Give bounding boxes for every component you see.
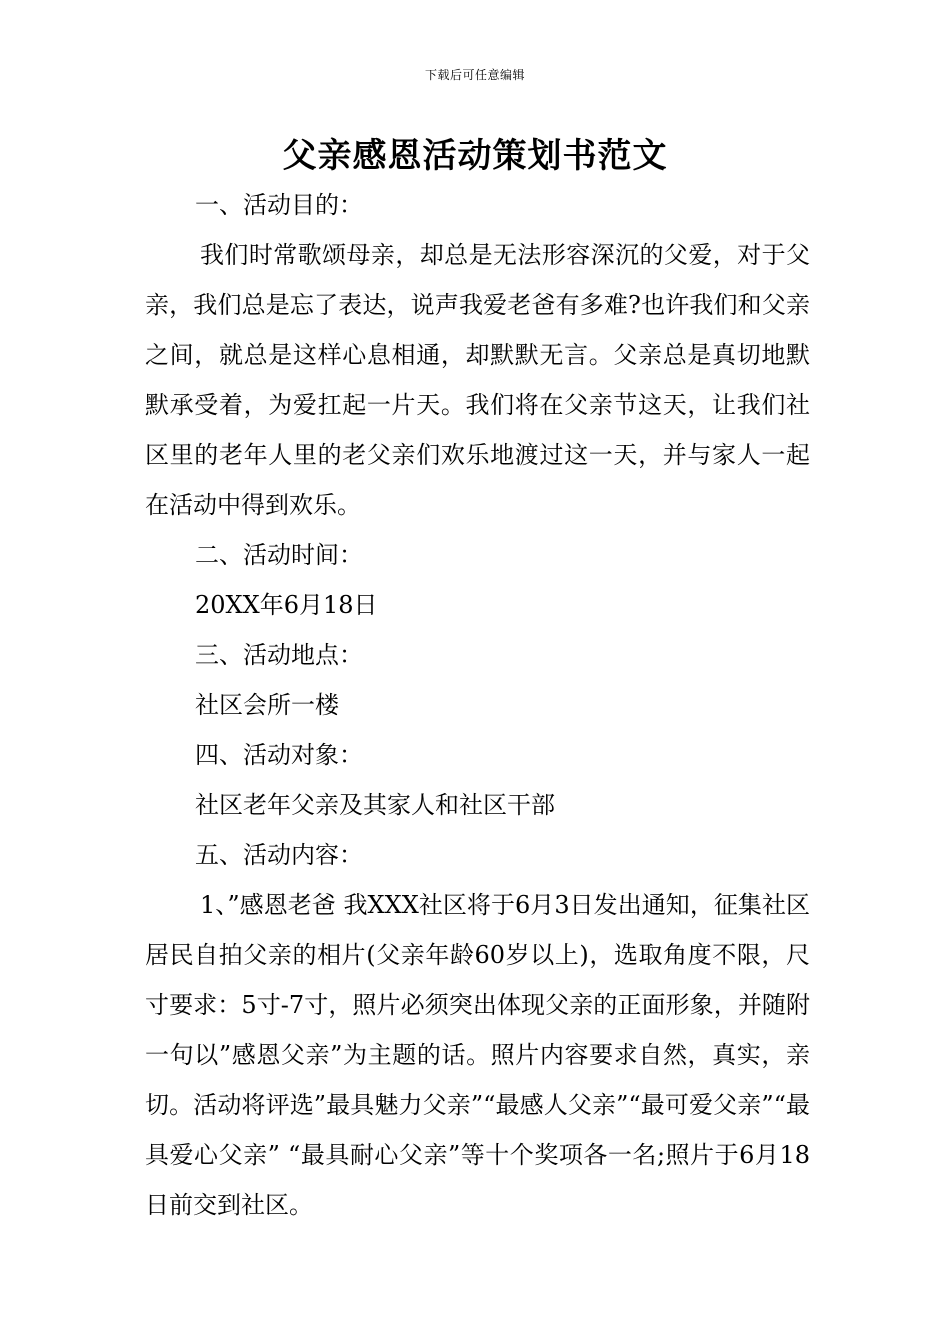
text-target: 社区老年父亲及其家人和社区干部 <box>195 791 555 819</box>
paragraph-content-item-1: 1、”感恩老爸 我XXX社区将于6月3日发出通知，征集社区居民自拍父亲的相片(父亲年龄60岁以上)，选取角度不限，尺寸要求：5寸-7寸，照片必须突出体现父亲的正面形象，并随附一句以”感恩父亲”为主题的话。照片内容要求自然，真实，亲切。活动将评选”最具魅力父亲”“最感人父亲”“最可爱父亲”“最具爱心父亲” “最具耐心父亲”等十个奖项各一名;照片于6月18日前交到社区。 <box>145 891 810 1219</box>
section-heading-purpose: 一、活动目的： <box>195 191 363 219</box>
header-note: 下载后可任意编辑 <box>424 68 525 82</box>
text-time: 20XX年6月18日 <box>195 591 378 619</box>
paragraph-purpose: 我们时常歌颂母亲，却总是无法形容深沉的父爱，对于父亲，我们总是忘了表达，说声我爱老爸有多难?也许我们和父亲之间，就总是这样心息相通，却默默无言。父亲总是真切地默默承受着，为爱扛起一片天。我们将在父亲节这天，让我们社区里的老年人里的老父亲们欢乐地渡过这一天，并与家人一起在活动中得到欢乐。 <box>145 241 810 519</box>
section-heading-time: 二、活动时间： <box>195 541 363 569</box>
text-place: 社区会所一楼 <box>195 691 339 719</box>
document-title: 父亲感恩活动策划书范文 <box>282 136 668 176</box>
section-heading-content: 五、活动内容： <box>195 841 363 869</box>
document-body <box>145 180 810 1230</box>
section-heading-place: 三、活动地点： <box>195 641 363 669</box>
section-heading-target: 四、活动对象： <box>195 741 363 769</box>
